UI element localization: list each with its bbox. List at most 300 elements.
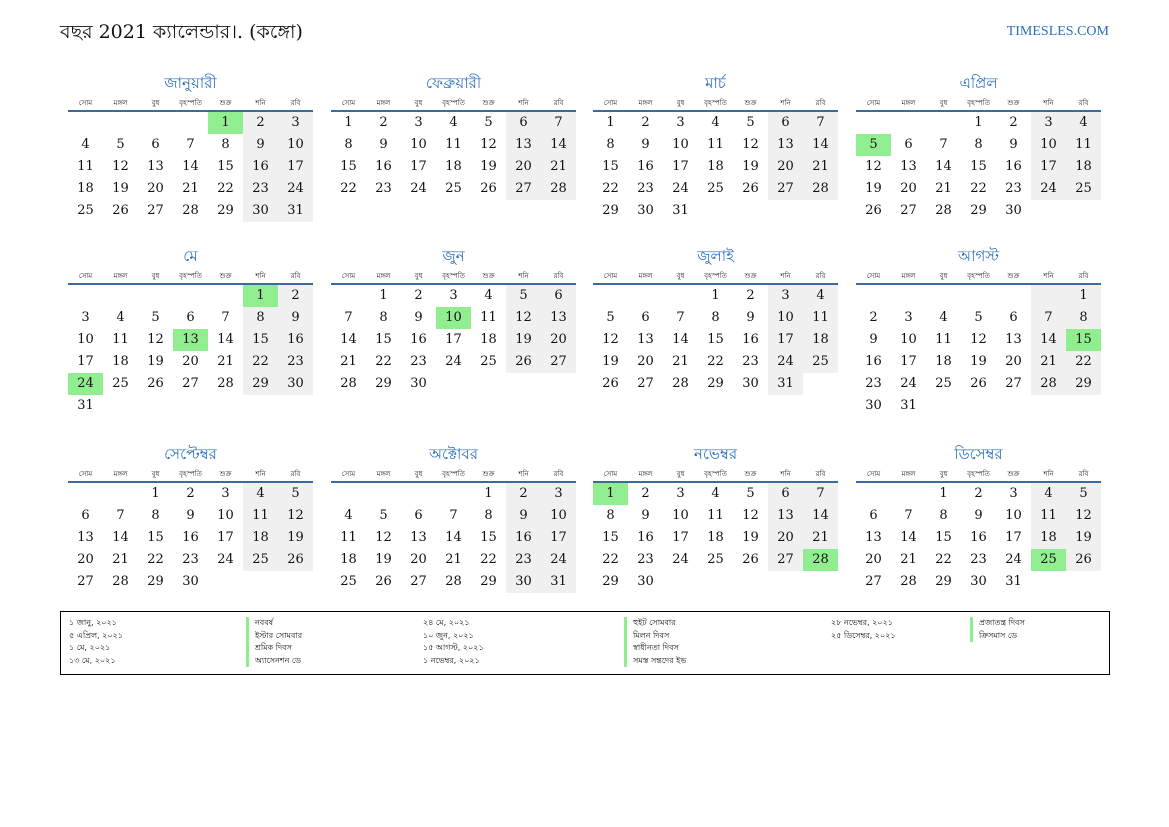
weekday-header <box>593 96 838 110</box>
weekday-label: রবি <box>553 272 564 280</box>
day-cell: 16 <box>506 527 541 549</box>
day-cell: 3 <box>1031 112 1066 134</box>
holiday-name: সমস্ত সন্তদের ইভ <box>624 655 686 668</box>
day-cell: 20 <box>147 181 164 196</box>
weekday-label: বুধ <box>151 470 160 478</box>
weekday-label: মঙ্গল <box>376 99 391 107</box>
day-cell: 25 <box>803 351 838 373</box>
day-cell: 6 <box>1009 310 1018 325</box>
day-cell: 20 <box>541 329 576 351</box>
day-cell: 24 <box>541 549 576 571</box>
day-grid <box>856 112 1101 222</box>
day-cell: 17 <box>77 354 94 369</box>
empty-cell <box>628 285 663 307</box>
empty-cell <box>1066 395 1101 417</box>
day-cell: 23 <box>637 181 654 196</box>
day-cell: 15 <box>340 159 357 174</box>
day-cell: 10 <box>217 508 234 523</box>
weekday-header <box>68 269 313 283</box>
day-cell: 1 <box>593 483 628 505</box>
day-cell: 5 <box>506 285 541 307</box>
weekday-label: শুক্র <box>219 99 232 107</box>
day-cell: 28 <box>803 549 838 571</box>
weekday-label: বৃহস্পতি <box>967 99 990 107</box>
day-cell: 1 <box>711 288 720 303</box>
day-cell: 9 <box>869 332 878 347</box>
holiday-names-column <box>246 617 302 667</box>
day-cell: 25 <box>1066 178 1101 200</box>
day-cell: 5 <box>856 134 891 156</box>
day-cell: 20 <box>506 156 541 178</box>
day-cell: 6 <box>541 285 576 307</box>
empty-cell <box>401 483 436 505</box>
month-block <box>331 443 576 593</box>
day-cell: 27 <box>1005 376 1022 391</box>
empty-cell <box>961 395 996 417</box>
empty-cell <box>138 285 173 307</box>
day-cell: 20 <box>182 354 199 369</box>
day-cell: 2 <box>414 288 423 303</box>
day-cell: 31 <box>77 398 94 413</box>
day-cell: 21 <box>541 156 576 178</box>
weekday-label: শনি <box>780 470 791 478</box>
day-cell: 22 <box>375 354 392 369</box>
day-cell: 13 <box>768 505 803 527</box>
weekday-header <box>856 467 1101 481</box>
day-cell: 8 <box>379 310 388 325</box>
month-block <box>331 245 576 395</box>
weekday-label: শুক্র <box>1007 272 1020 280</box>
day-cell: 2 <box>278 285 313 307</box>
day-cell: 10 <box>541 505 576 527</box>
day-cell: 23 <box>506 549 541 571</box>
day-cell: 9 <box>974 508 983 523</box>
weekday-label: শুক্র <box>744 470 757 478</box>
empty-cell <box>471 373 506 395</box>
day-cell: 21 <box>1031 351 1066 373</box>
day-cell: 3 <box>81 310 90 325</box>
day-cell: 5 <box>746 115 755 130</box>
weekday-label: সোম <box>866 272 881 280</box>
day-cell: 9 <box>506 505 541 527</box>
day-cell: 11 <box>935 332 952 347</box>
day-cell: 31 <box>278 200 313 222</box>
day-cell: 16 <box>742 332 759 347</box>
day-cell: 5 <box>278 483 313 505</box>
day-cell: 23 <box>970 552 987 567</box>
day-cell: 10 <box>768 307 803 329</box>
day-cell: 12 <box>278 505 313 527</box>
day-cell: 11 <box>77 159 94 174</box>
empty-cell <box>803 571 838 593</box>
day-cell: 18 <box>243 527 278 549</box>
day-cell: 16 <box>278 329 313 351</box>
day-cell: 29 <box>480 574 497 589</box>
day-cell: 23 <box>637 552 654 567</box>
day-cell: 7 <box>676 310 685 325</box>
day-cell: 25 <box>243 549 278 571</box>
month-title: মে <box>183 247 198 265</box>
day-cell: 17 <box>672 159 689 174</box>
day-cell: 25 <box>340 574 357 589</box>
day-cell: 29 <box>602 574 619 589</box>
weekday-label: শুক্র <box>482 470 495 478</box>
weekday-label: শুক্র <box>219 470 232 478</box>
day-cell: 5 <box>1066 483 1101 505</box>
empty-cell <box>961 285 996 307</box>
day-cell: 2 <box>506 483 541 505</box>
empty-cell <box>856 112 891 134</box>
weekday-label: সোম <box>78 99 93 107</box>
day-cell: 14 <box>112 530 129 545</box>
day-cell: 13 <box>768 134 803 156</box>
day-cell: 12 <box>112 159 129 174</box>
weekday-header <box>331 467 576 481</box>
day-cell: 24 <box>410 181 427 196</box>
day-cell: 7 <box>939 137 948 152</box>
empty-cell <box>138 395 173 417</box>
month-block <box>856 245 1101 417</box>
holiday-date: ২৪ মে, ২০২১ <box>423 618 470 627</box>
day-cell: 31 <box>768 373 803 395</box>
weekday-label: শনি <box>518 272 529 280</box>
day-cell: 12 <box>970 332 987 347</box>
weekday-label: শুক্র <box>744 99 757 107</box>
day-cell: 23 <box>742 354 759 369</box>
day-cell: 19 <box>480 159 497 174</box>
weekday-label: রবি <box>1078 272 1089 280</box>
day-cell: 28 <box>340 376 357 391</box>
day-cell: 16 <box>637 530 654 545</box>
month-title: ফেব্রুয়ারী <box>425 74 482 92</box>
day-cell: 26 <box>742 552 759 567</box>
day-cell: 28 <box>900 574 917 589</box>
weekday-label: বৃহস্পতি <box>179 99 202 107</box>
day-cell: 5 <box>746 486 755 501</box>
day-cell: 2 <box>746 288 755 303</box>
weekday-label: বৃহস্পতি <box>442 99 465 107</box>
day-cell: 15 <box>217 159 234 174</box>
day-cell: 5 <box>974 310 983 325</box>
weekday-label: মঙ্গল <box>901 272 916 280</box>
day-cell: 24 <box>768 351 803 373</box>
day-cell: 12 <box>865 159 882 174</box>
day-cell: 8 <box>484 508 493 523</box>
day-cell: 2 <box>641 115 650 130</box>
day-cell: 21 <box>182 181 199 196</box>
empty-cell <box>803 200 838 222</box>
weekday-label: রবি <box>815 470 826 478</box>
empty-cell <box>1031 571 1066 593</box>
weekday-label: মঙ্গল <box>638 272 653 280</box>
weekday-label: শুক্র <box>219 272 232 280</box>
day-cell: 12 <box>742 137 759 152</box>
day-cell: 21 <box>672 354 689 369</box>
day-cell: 11 <box>707 508 724 523</box>
day-cell: 13 <box>1005 332 1022 347</box>
day-cell: 28 <box>182 203 199 218</box>
empty-cell <box>768 200 803 222</box>
empty-cell <box>103 483 138 505</box>
day-cell: 11 <box>1031 505 1066 527</box>
day-cell: 9 <box>641 137 650 152</box>
month-title: আগস্ট <box>958 247 999 265</box>
day-cell: 3 <box>1009 486 1018 501</box>
day-cell: 28 <box>541 178 576 200</box>
holiday-dates-column <box>423 617 484 667</box>
day-cell: 7 <box>344 310 353 325</box>
weekday-label: বুধ <box>939 99 948 107</box>
weekday-header <box>331 96 576 110</box>
day-cell: 16 <box>410 332 427 347</box>
day-cell: 19 <box>1066 527 1101 549</box>
day-cell: 28 <box>1031 373 1066 395</box>
day-cell: 1 <box>484 486 493 501</box>
empty-cell <box>243 571 278 593</box>
day-cell: 8 <box>606 508 615 523</box>
weekday-label: বুধ <box>676 272 685 280</box>
month-title: সেপ্টেম্বর <box>164 445 217 463</box>
day-cell: 9 <box>278 307 313 329</box>
day-cell: 15 <box>707 332 724 347</box>
weekday-label: সোম <box>341 99 356 107</box>
empty-cell <box>733 571 768 593</box>
day-cell: 1 <box>151 486 160 501</box>
day-cell: 29 <box>1066 373 1101 395</box>
day-cell: 26 <box>147 376 164 391</box>
day-cell: 11 <box>243 505 278 527</box>
day-cell: 19 <box>506 329 541 351</box>
day-cell: 20 <box>637 354 654 369</box>
weekday-label: মঙ্গল <box>376 272 391 280</box>
day-cell: 14 <box>217 332 234 347</box>
day-cell: 14 <box>803 134 838 156</box>
day-cell: 3 <box>414 115 423 130</box>
day-cell: 14 <box>340 332 357 347</box>
weekday-header <box>856 96 1101 110</box>
day-cell: 5 <box>379 508 388 523</box>
day-cell: 22 <box>147 552 164 567</box>
day-cell: 26 <box>1066 549 1101 571</box>
day-cell: 14 <box>900 530 917 545</box>
day-cell: 19 <box>147 354 164 369</box>
weekday-label: বুধ <box>414 99 423 107</box>
day-cell: 15 <box>375 332 392 347</box>
day-cell: 20 <box>768 156 803 178</box>
holiday-name: অ্যাসেনশন ডে <box>246 655 302 668</box>
day-cell: 21 <box>112 552 129 567</box>
day-cell: 16 <box>637 159 654 174</box>
day-cell: 9 <box>186 508 195 523</box>
day-cell: 24 <box>68 373 103 395</box>
month-block <box>68 443 313 593</box>
day-cell: 18 <box>707 530 724 545</box>
day-cell: 29 <box>602 203 619 218</box>
day-cell: 25 <box>480 354 497 369</box>
day-cell: 16 <box>1005 159 1022 174</box>
day-cell: 27 <box>865 574 882 589</box>
day-grid <box>68 285 313 417</box>
day-cell: 5 <box>606 310 615 325</box>
day-cell: 8 <box>939 508 948 523</box>
weekday-label: সোম <box>866 470 881 478</box>
weekday-label: বুধ <box>151 99 160 107</box>
day-cell: 12 <box>147 332 164 347</box>
empty-cell <box>68 285 103 307</box>
day-cell: 10 <box>1031 134 1066 156</box>
day-cell: 30 <box>637 574 654 589</box>
weekday-label: সোম <box>603 99 618 107</box>
month-title: জানুয়ারী <box>164 74 217 92</box>
weekday-label: বৃহস্পতি <box>442 272 465 280</box>
day-cell: 31 <box>672 203 689 218</box>
weekday-label: শনি <box>255 470 266 478</box>
empty-cell <box>891 112 926 134</box>
day-cell: 8 <box>1066 307 1101 329</box>
day-cell: 22 <box>1066 351 1101 373</box>
day-cell: 22 <box>340 181 357 196</box>
day-cell: 19 <box>375 552 392 567</box>
day-cell: 4 <box>1031 483 1066 505</box>
day-cell: 17 <box>410 159 427 174</box>
day-cell: 10 <box>672 508 689 523</box>
day-cell: 8 <box>344 137 353 152</box>
month-title: এপ্রিল <box>959 74 998 92</box>
day-cell: 18 <box>707 159 724 174</box>
weekday-label: বুধ <box>939 470 948 478</box>
day-cell: 10 <box>77 332 94 347</box>
weekday-label: বৃহস্পতি <box>704 99 727 107</box>
weekday-label: শনি <box>1043 99 1054 107</box>
day-cell: 9 <box>746 310 755 325</box>
empty-cell <box>1031 200 1066 222</box>
day-cell: 10 <box>278 134 313 156</box>
weekday-label: রবি <box>290 470 301 478</box>
day-cell: 11 <box>340 530 357 545</box>
month-block <box>331 72 576 200</box>
day-cell: 16 <box>970 530 987 545</box>
day-cell: 26 <box>506 351 541 373</box>
day-cell: 10 <box>410 137 427 152</box>
day-cell: 6 <box>414 508 423 523</box>
empty-cell <box>926 395 961 417</box>
day-cell: 24 <box>900 376 917 391</box>
holiday-date: ১ জানু, ২০২১ <box>69 618 117 627</box>
day-cell: 12 <box>480 137 497 152</box>
day-cell: 1 <box>243 285 278 307</box>
weekday-label: বুধ <box>414 470 423 478</box>
empty-cell <box>593 285 628 307</box>
day-cell: 22 <box>935 552 952 567</box>
empty-cell <box>278 395 313 417</box>
weekday-label: শুক্র <box>482 99 495 107</box>
day-cell: 24 <box>1005 552 1022 567</box>
day-cell: 14 <box>445 530 462 545</box>
day-cell: 5 <box>484 115 493 130</box>
day-cell: 23 <box>278 351 313 373</box>
day-grid <box>68 112 313 222</box>
empty-cell <box>436 483 471 505</box>
empty-cell <box>856 285 891 307</box>
day-cell: 13 <box>77 530 94 545</box>
empty-cell <box>173 395 208 417</box>
weekday-label: রবি <box>815 99 826 107</box>
day-cell: 25 <box>1031 549 1066 571</box>
weekday-label: শুক্র <box>1007 99 1020 107</box>
day-cell: 27 <box>77 574 94 589</box>
day-cell: 17 <box>1005 530 1022 545</box>
holiday-date: ১ মে, ২০২১ <box>69 643 111 652</box>
day-cell: 7 <box>904 508 913 523</box>
empty-cell <box>768 571 803 593</box>
holiday-name: প্রজাতন্ত্র দিবস <box>970 617 1025 630</box>
page-title: বছর 2021 ক্যালেন্ডার।. (কঙ্গো) <box>60 21 303 43</box>
weekday-header <box>593 269 838 283</box>
brand-link[interactable]: TIMESLES.COM <box>1006 24 1109 39</box>
day-cell: 6 <box>151 137 160 152</box>
day-cell: 18 <box>77 181 94 196</box>
day-cell: 25 <box>707 181 724 196</box>
day-cell: 29 <box>935 574 952 589</box>
day-cell: 24 <box>1031 178 1066 200</box>
weekday-header <box>331 269 576 283</box>
weekday-label: মঙ্গল <box>901 99 916 107</box>
weekday-label: শুক্র <box>482 272 495 280</box>
weekday-label: মঙ্গল <box>376 470 391 478</box>
day-cell: 28 <box>672 376 689 391</box>
day-cell: 27 <box>410 574 427 589</box>
day-cell: 4 <box>116 310 125 325</box>
day-cell: 3 <box>768 285 803 307</box>
month-title: ডিসেম্বর <box>954 445 1003 463</box>
month-block <box>856 72 1101 222</box>
day-cell: 25 <box>77 203 94 218</box>
day-cell: 27 <box>768 549 803 571</box>
weekday-label: বুধ <box>151 272 160 280</box>
day-cell: 26 <box>375 574 392 589</box>
empty-cell <box>698 571 733 593</box>
day-cell: 13 <box>147 159 164 174</box>
day-cell: 7 <box>1031 307 1066 329</box>
day-cell: 10 <box>900 332 917 347</box>
day-cell: 22 <box>602 181 619 196</box>
day-cell: 15 <box>243 329 278 351</box>
weekday-label: বৃহস্পতি <box>967 272 990 280</box>
empty-cell <box>663 571 698 593</box>
holiday-names-column <box>624 617 686 667</box>
day-cell: 27 <box>900 203 917 218</box>
empty-cell <box>891 483 926 505</box>
day-cell: 22 <box>243 351 278 373</box>
weekday-label: বুধ <box>939 272 948 280</box>
day-grid <box>593 112 838 222</box>
day-cell: 2 <box>186 486 195 501</box>
day-cell: 18 <box>803 329 838 351</box>
day-cell: 24 <box>445 354 462 369</box>
day-cell: 29 <box>217 203 234 218</box>
day-cell: 28 <box>803 178 838 200</box>
empty-cell <box>331 483 366 505</box>
weekday-header <box>68 467 313 481</box>
holiday-names-column <box>970 617 1025 642</box>
day-cell: 22 <box>707 354 724 369</box>
weekday-label: বৃহস্পতি <box>179 272 202 280</box>
empty-cell <box>733 200 768 222</box>
day-cell: 17 <box>278 156 313 178</box>
day-cell: 11 <box>1066 134 1101 156</box>
weekday-label: বুধ <box>676 470 685 478</box>
day-cell: 7 <box>221 310 230 325</box>
